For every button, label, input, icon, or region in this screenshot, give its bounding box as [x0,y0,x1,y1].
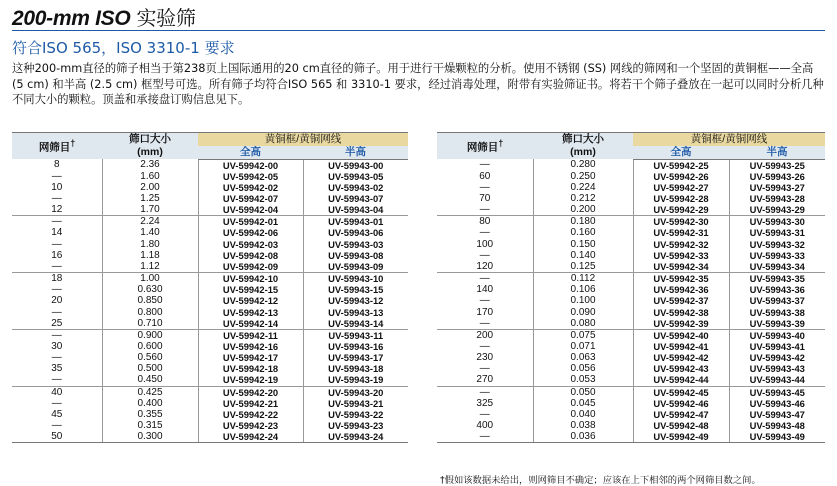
half-height-part: UV-59943-36 [729,284,825,295]
table-row [12,159,408,171]
half-height-part: UV-59943-33 [729,250,825,261]
header-opening-line1: 筛口大小 [562,133,604,145]
full-height-part: UV-59942-04 [198,204,303,216]
mesh-cell: — [437,386,533,398]
title-cn: 实验筛 [130,6,196,30]
full-height-part: UV-59942-39 [633,318,729,330]
mesh-cell: 45 [51,408,63,420]
table-row [12,341,408,352]
opening-cell: 1.70 [102,204,198,216]
full-height-part: UV-59942-27 [633,182,729,193]
full-height-part: UV-59942-14 [198,318,303,330]
mesh-cell: — [51,306,62,318]
half-height-part: UV-59943-06 [303,227,408,238]
table-row [12,420,408,431]
full-height-part: UV-59942-38 [633,307,729,318]
full-height-part: UV-59942-01 [198,216,303,228]
mesh-cell: 60 [479,170,491,182]
half-height-part: UV-59943-12 [303,295,408,306]
mesh-cell: 140 [476,284,494,296]
table-row [437,193,825,204]
full-height-part: UV-59942-19 [198,374,303,386]
half-height-part: UV-59943-11 [303,329,408,341]
mesh-cell: — [479,227,490,239]
table-row [437,420,825,431]
table-row [12,318,408,330]
opening-cell: 0.450 [102,374,198,386]
table-row [437,363,825,374]
table-row [12,239,408,250]
full-height-part: UV-59942-30 [633,216,729,228]
full-height-part: UV-59942-08 [198,250,303,261]
header-half: 半高 [729,146,825,159]
opening-cell: 0.112 [533,273,633,285]
page-title [12,2,196,31]
sieve-table-right [437,132,825,443]
opening-cell: 0.106 [533,284,633,295]
half-height-part: UV-59943-34 [729,261,825,273]
half-height-part: UV-59943-16 [303,341,408,352]
mesh-cell: 18 [12,273,102,285]
half-height-part: UV-59943-38 [729,307,825,318]
table-row [12,227,408,238]
opening-cell: 0.036 [533,431,633,443]
half-height-part: UV-59943-21 [303,398,408,409]
full-height-part: UV-59942-24 [198,431,303,443]
half-height-part: UV-59943-05 [303,171,408,182]
table-row [437,261,825,273]
full-height-part: UV-59942-13 [198,307,303,318]
half-height-part: UV-59943-15 [303,284,408,295]
mesh-cell: — [51,374,62,386]
table-row [12,171,408,182]
opening-cell: 0.150 [533,239,633,250]
opening-cell: 0.100 [533,295,633,306]
opening-cell: 0.212 [533,193,633,204]
half-height-part: UV-59943-42 [729,352,825,363]
opening-cell: 0.630 [102,284,198,295]
opening-cell: 0.600 [102,341,198,352]
opening-cell: 0.038 [533,420,633,431]
opening-cell: 1.60 [102,171,198,182]
half-height-part: UV-59943-39 [729,318,825,330]
opening-cell: 0.224 [533,182,633,193]
half-height-part: UV-59943-41 [729,341,825,352]
mesh-cell: 170 [476,306,494,318]
mesh-cell: 35 [51,363,63,375]
header-frame: 黄铜框/黄铜网线 [198,133,408,147]
subtitle: 符合ISO 565，ISO 3310-1 要求 [12,39,235,57]
opening-cell: 0.080 [533,318,633,330]
half-height-part: UV-59943-08 [303,250,408,261]
table-row [12,193,408,204]
half-height-part: UV-59943-27 [729,182,825,193]
mesh-cell: 8 [53,159,60,171]
opening-cell: 0.280 [533,159,633,171]
opening-cell: 0.071 [533,341,633,352]
mesh-cell: 400 [476,420,494,432]
opening-cell: 0.800 [102,307,198,318]
full-height-part: UV-59942-26 [633,171,729,182]
opening-cell: 0.050 [533,386,633,398]
full-height-part: UV-59942-47 [633,409,729,420]
half-height-part: UV-59943-19 [303,374,408,386]
half-height-part: UV-59943-28 [729,193,825,204]
full-height-part: UV-59942-15 [198,284,303,295]
full-height-part: UV-59942-12 [198,295,303,306]
full-height-part: UV-59942-35 [633,273,729,285]
table-row [437,159,825,171]
full-height-part: UV-59942-10 [198,273,303,285]
opening-cell: 0.315 [102,420,198,431]
half-height-part: UV-59943-48 [729,420,825,431]
header-full: 全高 [633,146,729,159]
half-height-part: UV-59943-44 [729,374,825,386]
full-height-part: UV-59942-07 [198,193,303,204]
table-row [12,363,408,374]
mesh-cell: — [479,408,490,420]
sieve-table-left [12,132,408,443]
table-row [437,329,825,341]
mesh-cell: — [12,329,102,341]
half-height-part: UV-59943-46 [729,398,825,409]
opening-cell: 0.056 [533,363,633,374]
half-height-part: UV-59943-23 [303,420,408,431]
half-height-part: UV-59943-20 [303,386,408,398]
full-height-part: UV-59942-21 [198,398,303,409]
full-height-part: UV-59942-29 [633,204,729,216]
header-mesh-label: 网筛目 [466,141,499,154]
opening-cell: 0.160 [533,227,633,238]
mesh-cell: 100 [476,238,494,250]
header-mesh [437,133,533,160]
table-row [12,307,408,318]
half-height-part: UV-59943-02 [303,182,408,193]
opening-cell: 0.710 [102,318,198,330]
table-row [12,295,408,306]
full-height-part: UV-59942-31 [633,227,729,238]
mesh-cell: 200 [437,329,533,341]
mesh-cell: 230 [476,352,494,364]
mesh-cell: — [437,273,533,285]
opening-cell: 1.80 [102,239,198,250]
opening-cell: 0.500 [102,363,198,374]
opening-cell: 0.250 [533,171,633,182]
mesh-cell: — [51,260,62,272]
half-height-part: UV-59943-43 [729,363,825,374]
header-mesh [12,133,102,160]
mesh-cell: 10 [51,181,63,193]
table-row [12,204,408,216]
table-row [12,329,408,341]
table-row [437,352,825,363]
header-opening [533,133,633,160]
opening-cell: 1.00 [102,273,198,285]
half-height-part: UV-59943-31 [729,227,825,238]
full-height-part: UV-59942-20 [198,386,303,398]
full-height-part: UV-59942-42 [633,352,729,363]
opening-cell: 0.180 [533,216,633,228]
table-row [12,352,408,363]
full-height-part: UV-59942-48 [633,420,729,431]
mesh-cell: 12 [51,204,63,216]
header-opening-line2: (mm) [137,146,163,158]
table-row [12,216,408,228]
table-row [437,171,825,182]
mesh-cell: 25 [51,317,63,329]
full-height-part: UV-59942-11 [198,329,303,341]
half-height-part: UV-59943-09 [303,261,408,273]
table-row [437,250,825,261]
table-row [437,341,825,352]
title-en: 200-mm ISO [12,7,131,30]
opening-cell: 0.063 [533,352,633,363]
header-half: 半高 [303,146,408,159]
mesh-cell: — [479,181,490,193]
mesh-cell: — [479,363,490,375]
half-height-part: UV-59943-45 [729,386,825,398]
opening-cell: 0.125 [533,261,633,273]
full-height-part: UV-59942-40 [633,329,729,341]
half-height-part: UV-59943-24 [303,431,408,443]
table-row [12,386,408,398]
mesh-cell: — [51,284,62,296]
mesh-cell: — [437,431,533,443]
mesh-cell: 20 [51,295,63,307]
table-row [12,398,408,409]
opening-cell: 1.12 [102,261,198,273]
opening-cell: 0.045 [533,398,633,409]
mesh-cell: 70 [479,192,491,204]
opening-cell: 2.36 [102,159,198,171]
mesh-cell: — [51,352,62,364]
opening-cell: 1.40 [102,227,198,238]
mesh-cell: 270 [476,374,494,386]
mesh-cell: — [479,159,490,171]
table-row [12,409,408,420]
table-row [437,307,825,318]
full-height-part: UV-59942-33 [633,250,729,261]
full-height-part: UV-59942-28 [633,193,729,204]
footnote: †假如该数据未给出，则网筛目不确定；应该在上下相邻的两个网筛目数之间。 [440,475,761,486]
half-height-part: UV-59943-17 [303,352,408,363]
mesh-cell: — [51,397,62,409]
table-row [12,431,408,443]
table-row [12,250,408,261]
half-height-part: UV-59943-14 [303,318,408,330]
table-row [437,318,825,330]
mesh-cell: — [479,249,490,261]
table-row [12,273,408,285]
opening-cell: 0.140 [533,250,633,261]
opening-cell: 0.040 [533,409,633,420]
opening-cell: 0.850 [102,295,198,306]
table-row [12,374,408,386]
opening-cell: 0.400 [102,398,198,409]
mesh-cell: — [51,238,62,250]
mesh-cell: — [51,420,62,432]
full-height-part: UV-59942-43 [633,363,729,374]
mesh-cell: — [51,192,62,204]
table-row [437,431,825,443]
table-row [437,239,825,250]
table-row [437,273,825,285]
mesh-cell: 14 [51,227,63,239]
mesh-cell: — [479,341,490,352]
opening-cell: 0.560 [102,352,198,363]
opening-cell: 0.200 [533,204,633,216]
full-height-part: UV-59942-46 [633,398,729,409]
full-height-part: UV-59942-34 [633,261,729,273]
half-height-part: UV-59943-18 [303,363,408,374]
header-opening [102,133,198,160]
full-height-part: UV-59942-23 [198,420,303,431]
full-height-part: UV-59942-05 [198,171,303,182]
mesh-cell: — [12,216,102,228]
full-height-part: UV-59942-18 [198,363,303,374]
header-opening-line2: (mm) [570,146,596,158]
table-row [437,182,825,193]
mesh-cell: 50 [12,431,102,443]
half-height-part: UV-59943-26 [729,171,825,182]
opening-cell: 1.18 [102,250,198,261]
header-full: 全高 [198,146,303,159]
half-height-part: UV-59943-29 [729,204,825,216]
header-dagger: † [498,138,504,149]
table-row [437,295,825,306]
half-height-part: UV-59943-49 [729,431,825,443]
half-height-part: UV-59943-13 [303,307,408,318]
half-height-part: UV-59943-37 [729,295,825,306]
opening-cell: 0.053 [533,374,633,386]
table-row [12,182,408,193]
half-height-part: UV-59943-03 [303,239,408,250]
opening-cell: 0.300 [102,431,198,443]
full-height-part: UV-59942-17 [198,352,303,363]
header-dagger: † [70,138,76,149]
half-height-part: UV-59943-47 [729,409,825,420]
half-height-part: UV-59943-07 [303,193,408,204]
opening-cell: 0.090 [533,307,633,318]
mesh-cell: — [51,170,62,182]
full-height-part: UV-59942-49 [633,431,729,443]
mesh-cell: 16 [51,249,63,261]
full-height-part: UV-59942-32 [633,239,729,250]
mesh-cell: 325 [476,397,494,409]
header-frame: 黄铜框/黄铜网线 [633,133,825,147]
opening-cell: 0.425 [102,386,198,398]
half-height-part: UV-59943-01 [303,216,408,228]
table-row [437,204,825,216]
full-height-part: UV-59942-16 [198,341,303,352]
half-height-part: UV-59943-40 [729,329,825,341]
description: 这种200-mm直径的筛子相当于第238页上国际通用的20 cm直径的筛子。用于进行干燥颗粒的分析。使用不锈钢 (SS) 网线的筛网和一个坚固的黄铜框——全高 (5 cm) 和半高 (2.5 cm) 框型号可选。所有筛子均符合ISO 565 和 3310-1 要求，经过消毒处理，附带有实验筛证书。将若干个筛子叠放在一起可以同时分析几种不同大小的颗粒。顶盖和承接盘订购信息见下。 [12,62,824,106]
opening-cell: 0.900 [102,329,198,341]
half-height-part: UV-59943-10 [303,273,408,285]
table-row [437,374,825,386]
mesh-cell: 30 [51,341,63,352]
table-row [437,398,825,409]
full-height-part: UV-59942-44 [633,374,729,386]
opening-cell: 2.00 [102,182,198,193]
half-height-part: UV-59943-00 [303,159,408,171]
mesh-cell: 80 [437,216,533,228]
full-height-part: UV-59942-37 [633,295,729,306]
mesh-cell: — [479,317,490,329]
opening-cell: 0.075 [533,329,633,341]
table-row [437,409,825,420]
table-row [437,227,825,238]
half-height-part: UV-59943-22 [303,409,408,420]
full-height-part: UV-59942-25 [633,159,729,171]
opening-cell: 1.25 [102,193,198,204]
header-mesh-label: 网筛目 [38,141,71,154]
full-height-part: UV-59942-22 [198,409,303,420]
full-height-part: UV-59942-03 [198,239,303,250]
header-opening-line1: 筛口大小 [129,133,171,145]
table-row [437,216,825,228]
half-height-part: UV-59943-04 [303,204,408,216]
full-height-part: UV-59942-45 [633,386,729,398]
half-height-part: UV-59943-25 [729,159,825,171]
full-height-part: UV-59942-06 [198,227,303,238]
half-height-part: UV-59943-35 [729,273,825,285]
mesh-cell: — [479,204,490,216]
title-rule [12,30,825,31]
mesh-cell: 120 [476,260,494,272]
half-height-part: UV-59943-30 [729,216,825,228]
full-height-part: UV-59942-36 [633,284,729,295]
opening-cell: 2.24 [102,216,198,228]
full-height-part: UV-59942-02 [198,182,303,193]
full-height-part: UV-59942-00 [198,159,303,171]
full-height-part: UV-59942-41 [633,341,729,352]
half-height-part: UV-59943-32 [729,239,825,250]
opening-cell: 0.355 [102,409,198,420]
table-row [437,284,825,295]
table-row [12,284,408,295]
table-row [12,261,408,273]
full-height-part: UV-59942-09 [198,261,303,273]
mesh-cell: — [479,295,490,307]
mesh-cell: 40 [12,386,102,398]
table-row [437,386,825,398]
